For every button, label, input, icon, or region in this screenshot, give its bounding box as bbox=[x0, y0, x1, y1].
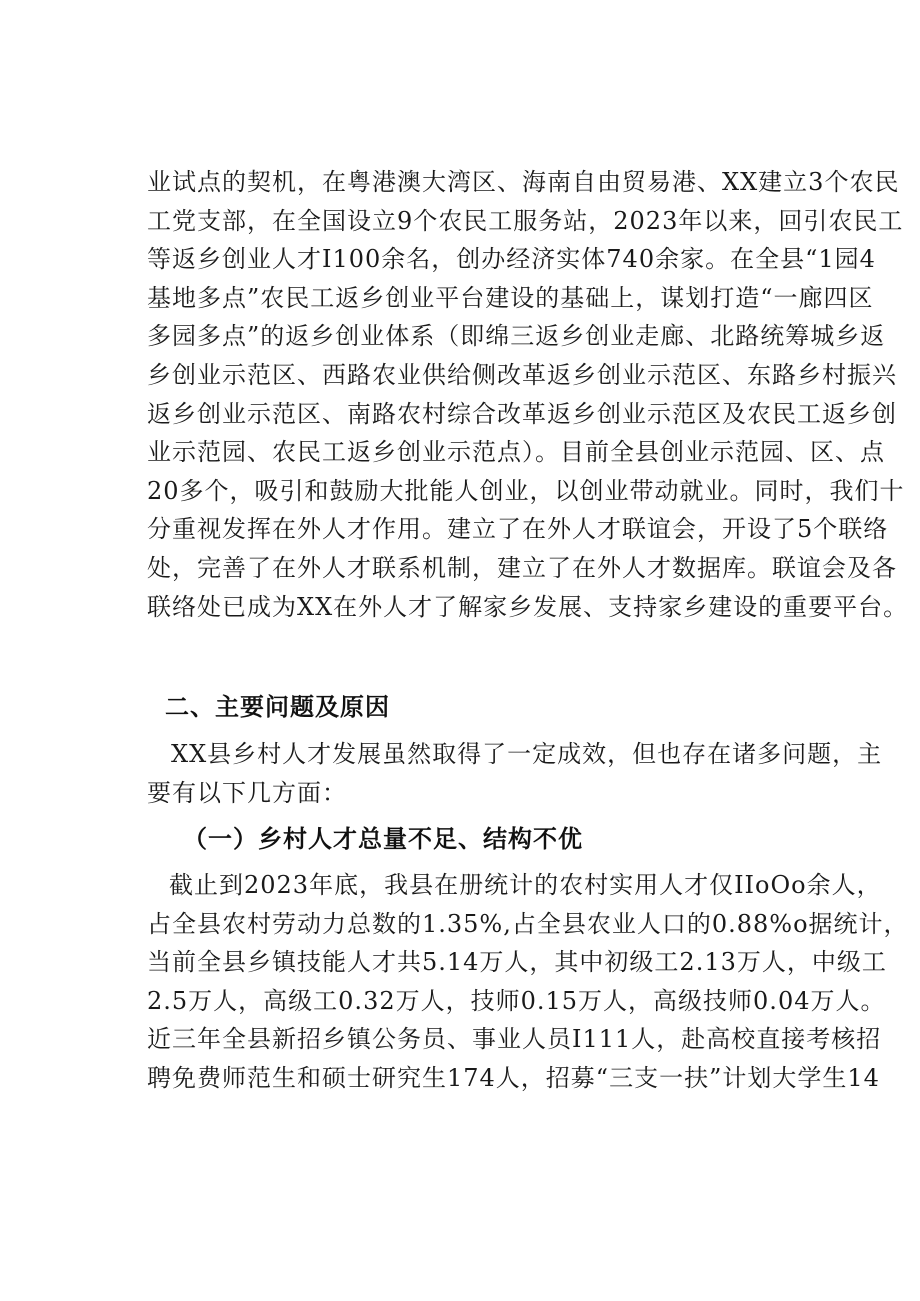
text-line: 占全县农村劳动力总数的1.35%,占全县农业人口的0.88%o据统计， bbox=[147, 909, 909, 938]
section-heading-main-problems: 二、主要问题及原因 bbox=[165, 693, 390, 721]
text-line: 工党支部，在全国设立9个农民工服务站，2023年以来，回引农民工 bbox=[147, 206, 904, 235]
text-line: 聘免费师范生和硕士研究生174人，招募“三支一扶”计划大学生14 bbox=[147, 1063, 880, 1092]
text-line: 返乡创业示范区、南路农村综合改革返乡创业示范区及农民工返乡创 bbox=[147, 399, 897, 428]
text-line: 业试点的契机，在粤港澳大湾区、海南自由贸易港、XX建立3个农民 bbox=[147, 168, 900, 196]
text-line: 等返乡创业人才I100余名，创办经济实体740余家。在全县“1园4 bbox=[147, 245, 876, 274]
text-line: 业示范园、农民工返乡创业示范点）。目前全县创业示范园、区、点 bbox=[147, 438, 885, 467]
text-line: 基地多点”农民工返乡创业平台建设的基础上，谋划打造“一廊四区 bbox=[147, 283, 874, 312]
subsection-heading-talent-shortage: （一）乡村人才总量不足、结构不优 bbox=[183, 825, 583, 853]
text-line: 2.5万人，高级工0.32万人，技师0.15万人，高级技师0.04万人。 bbox=[147, 986, 886, 1015]
text-line: 截止到2023年底，我县在册统计的农村实用人才仅IIoOo余人， bbox=[169, 871, 882, 899]
paragraph-returning-entrepreneurs bbox=[147, 163, 909, 626]
text-line: 分重视发挥在外人才作用。建立了在外人才联谊会，开设了5个联络 bbox=[147, 515, 889, 544]
text-line: 多园多点”的返乡创业体系（即绵三返乡创业走廊、北路统筹城乡返 bbox=[147, 322, 886, 351]
text-line: 要有以下几方面： bbox=[147, 778, 347, 807]
text-line: 当前全县乡镇技能人才共5.14万人，其中初级工2.13万人，中级工 bbox=[147, 948, 887, 977]
paragraph-section-intro bbox=[147, 735, 883, 812]
text-line: 联络处已成为XX在外人才了解家乡发展、支持家乡建设的重要平台。 bbox=[147, 592, 909, 621]
text-line: 20多个，吸引和鼓励大批能人创业，以创业带动就业。同时，我们十 bbox=[147, 476, 905, 505]
text-line: 乡创业示范区、西路农业供给侧改革返乡创业示范区、东路乡村振兴 bbox=[147, 360, 897, 389]
text-line: 处，完善了在外人才联系机制，建立了在外人才数据库。联谊会及各 bbox=[147, 553, 897, 582]
text-line: XX县乡村人才发展虽然取得了一定成效，但也存在诸多问题，主 bbox=[171, 740, 883, 768]
text-line: 近三年全县新招乡镇公务员、事业人员I111人，赴高校直接考核招 bbox=[147, 1025, 882, 1054]
paragraph-talent-statistics bbox=[147, 866, 909, 1098]
